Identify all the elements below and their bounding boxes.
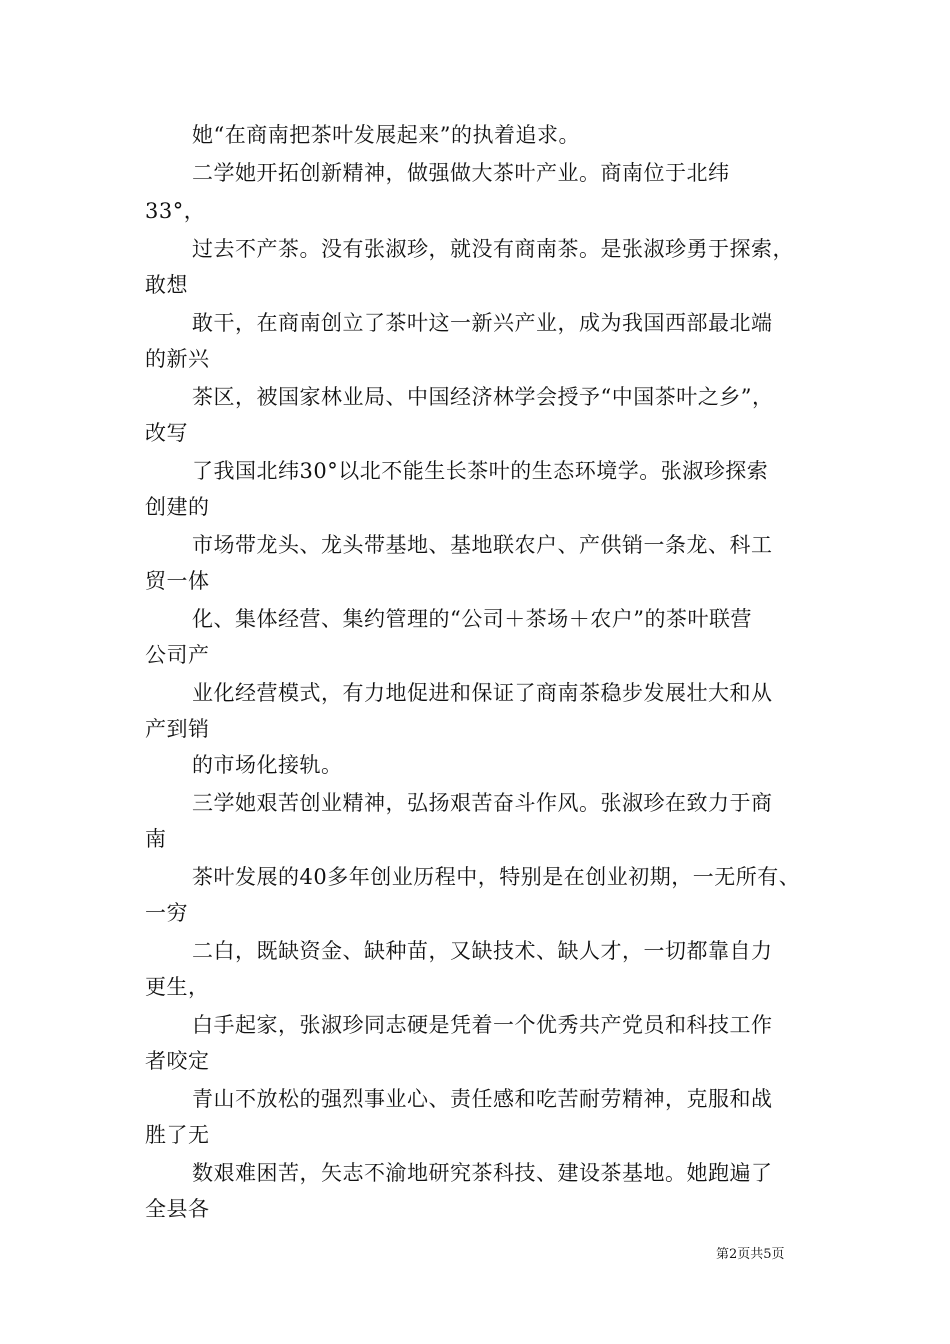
text-line: 白手起家，张淑珍同志硬是凭着一个优秀共产党员和科技工作 [192, 1013, 773, 1037]
text-line: 胜了无 [145, 1123, 210, 1147]
text-line: 更生， [145, 975, 210, 999]
text-line: 敢想 [145, 273, 188, 297]
text-line: 了我国北纬30°以北不能生长茶叶的生态环境学。张淑珍探索 [192, 459, 769, 483]
text-line: 公司产 [145, 643, 210, 667]
text-line: 改写 [145, 421, 188, 445]
text-line: 她“在商南把茶叶发展起来”的执着追求。 [192, 123, 580, 147]
text-line: 贸一体 [145, 569, 210, 593]
text-line: 二学她开拓创新精神，做强做大茶叶产业。商南位于北纬 [192, 161, 730, 185]
text-line: 者咬定 [145, 1049, 210, 1073]
text-line: 茶区，被国家林业局、中国经济林学会授予“中国茶叶之乡”， [192, 385, 774, 409]
text-line: 的新兴 [145, 347, 210, 371]
text-line: 33°， [145, 199, 206, 223]
text-line: 过去不产茶。没有张淑珍，就没有商南茶。是张淑珍勇于探索， [192, 237, 794, 261]
text-line: 二白，既缺资金、缺种苗，又缺技术、缺人才，一切都靠自力 [192, 939, 773, 963]
text-line: 三学她艰苦创业精神，弘扬艰苦奋斗作风。张淑珍在致力于商 [192, 791, 773, 815]
text-line: 创建的 [145, 495, 210, 519]
text-line: 一穷 [145, 901, 188, 925]
text-line: 数艰难困苦，矢志不渝地研究茶科技、建设茶基地。她跑遍了 [192, 1161, 773, 1185]
text-line: 市场带龙头、龙头带基地、基地联农户、产供销一条龙、科工 [192, 533, 773, 557]
text-line: 化、集体经营、集约管理的“公司＋茶场＋农户”的茶叶联营 [192, 607, 752, 631]
page-number: 第2页共5页 [716, 1247, 785, 1262]
text-line: 业化经营模式，有力地促进和保证了商南茶稳步发展壮大和从 [192, 681, 773, 705]
text-line: 茶叶发展的40多年创业历程中，特别是在创业初期，一无所有、 [192, 865, 801, 889]
text-line: 全县各 [145, 1197, 210, 1221]
text-line: 南 [145, 827, 167, 851]
text-line: 的市场化接轨。 [192, 753, 343, 777]
text-line: 敢干，在商南创立了茶叶这一新兴产业，成为我国西部最北端 [192, 311, 773, 335]
text-line: 青山不放松的强烈事业心、责任感和吃苦耐劳精神，克服和战 [192, 1087, 773, 1111]
text-line: 产到销 [145, 717, 210, 741]
